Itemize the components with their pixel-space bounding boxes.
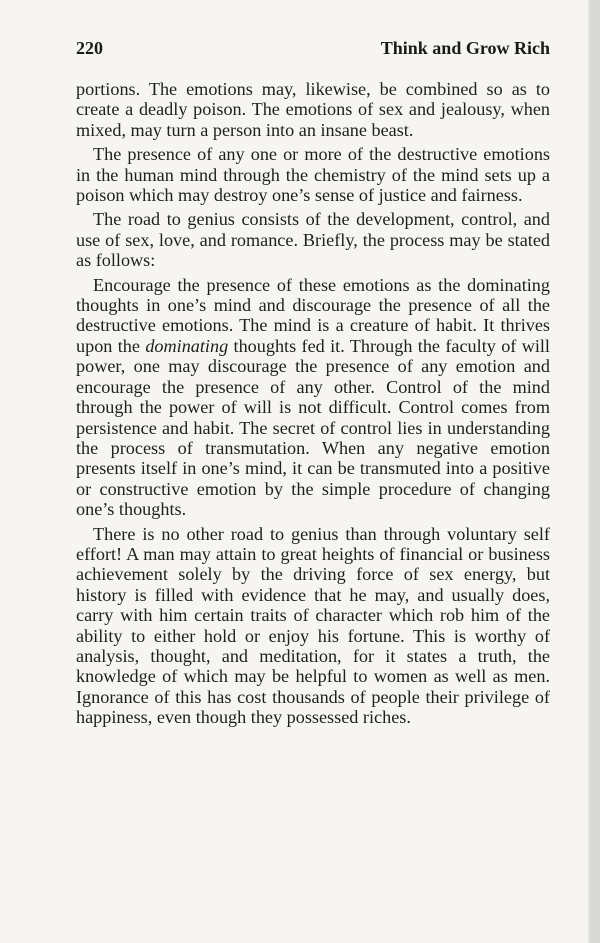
- paragraph-no-other-road: There is no other road to genius than through voluntary self effort! A man may attain to great heights of financial or business achievement solely by the driving force of sex energy, but history is filled with evidence that he may, and usually does, carry with him certain traits of character which rob him of the ability to either hold or enjoy his fortune. This is worthy of analysis, thought, and meditation, for it states a truth, the knowledge of which may be helpful to women as well as men. Ignorance of this has cost thousands of people their privilege of happiness, even though they possessed riches.: [76, 523, 550, 728]
- paragraph-continued: portions. The emotions may, likewise, be combined so as to create a deadly poison. The emotions of sex and jealousy, when mixed, may turn a person into an insane beast.: [76, 79, 550, 140]
- page-body: [76, 79, 550, 732]
- emphasized-word: dominating: [145, 335, 229, 356]
- book-title: Think and Grow Rich: [380, 38, 550, 58]
- paragraph-encourage-emotions: [76, 275, 550, 520]
- running-head: [76, 38, 550, 64]
- page-number: 220: [76, 38, 103, 58]
- paragraph-destructive-emotions: The presence of any one or more of the destructive emotions in the human mind through the chemistry of the mind sets up a poison which may destroy one’s sense of justice and fairness.: [76, 144, 550, 206]
- paragraph-text-after-emphasis: thoughts fed it. Through the faculty of will power, one may discourage the presence of any emotion and encourage the presence of any other. Control of the mind through the power of will is not difficult. Control comes from persistence and habit. The secret of control lies in understanding the process of transmutation. When any negative emotion presents itself in one’s mind, it can be transmuted into a positive or constructive emotion by the simple procedure of changing one’s thoughts.: [76, 335, 550, 520]
- paragraph-text-before-emphasis: Encourage the presence of these emotions as the dominating thoughts in one’s mind and discourage the presence of all the destructive emotions. The mind is a creature of habit. It thrives upon the: [76, 274, 550, 356]
- paragraph-road-to-genius: The road to genius consists of the development, control, and use of sex, love, and romance. Briefly, the process may be stated as follows:: [76, 209, 550, 271]
